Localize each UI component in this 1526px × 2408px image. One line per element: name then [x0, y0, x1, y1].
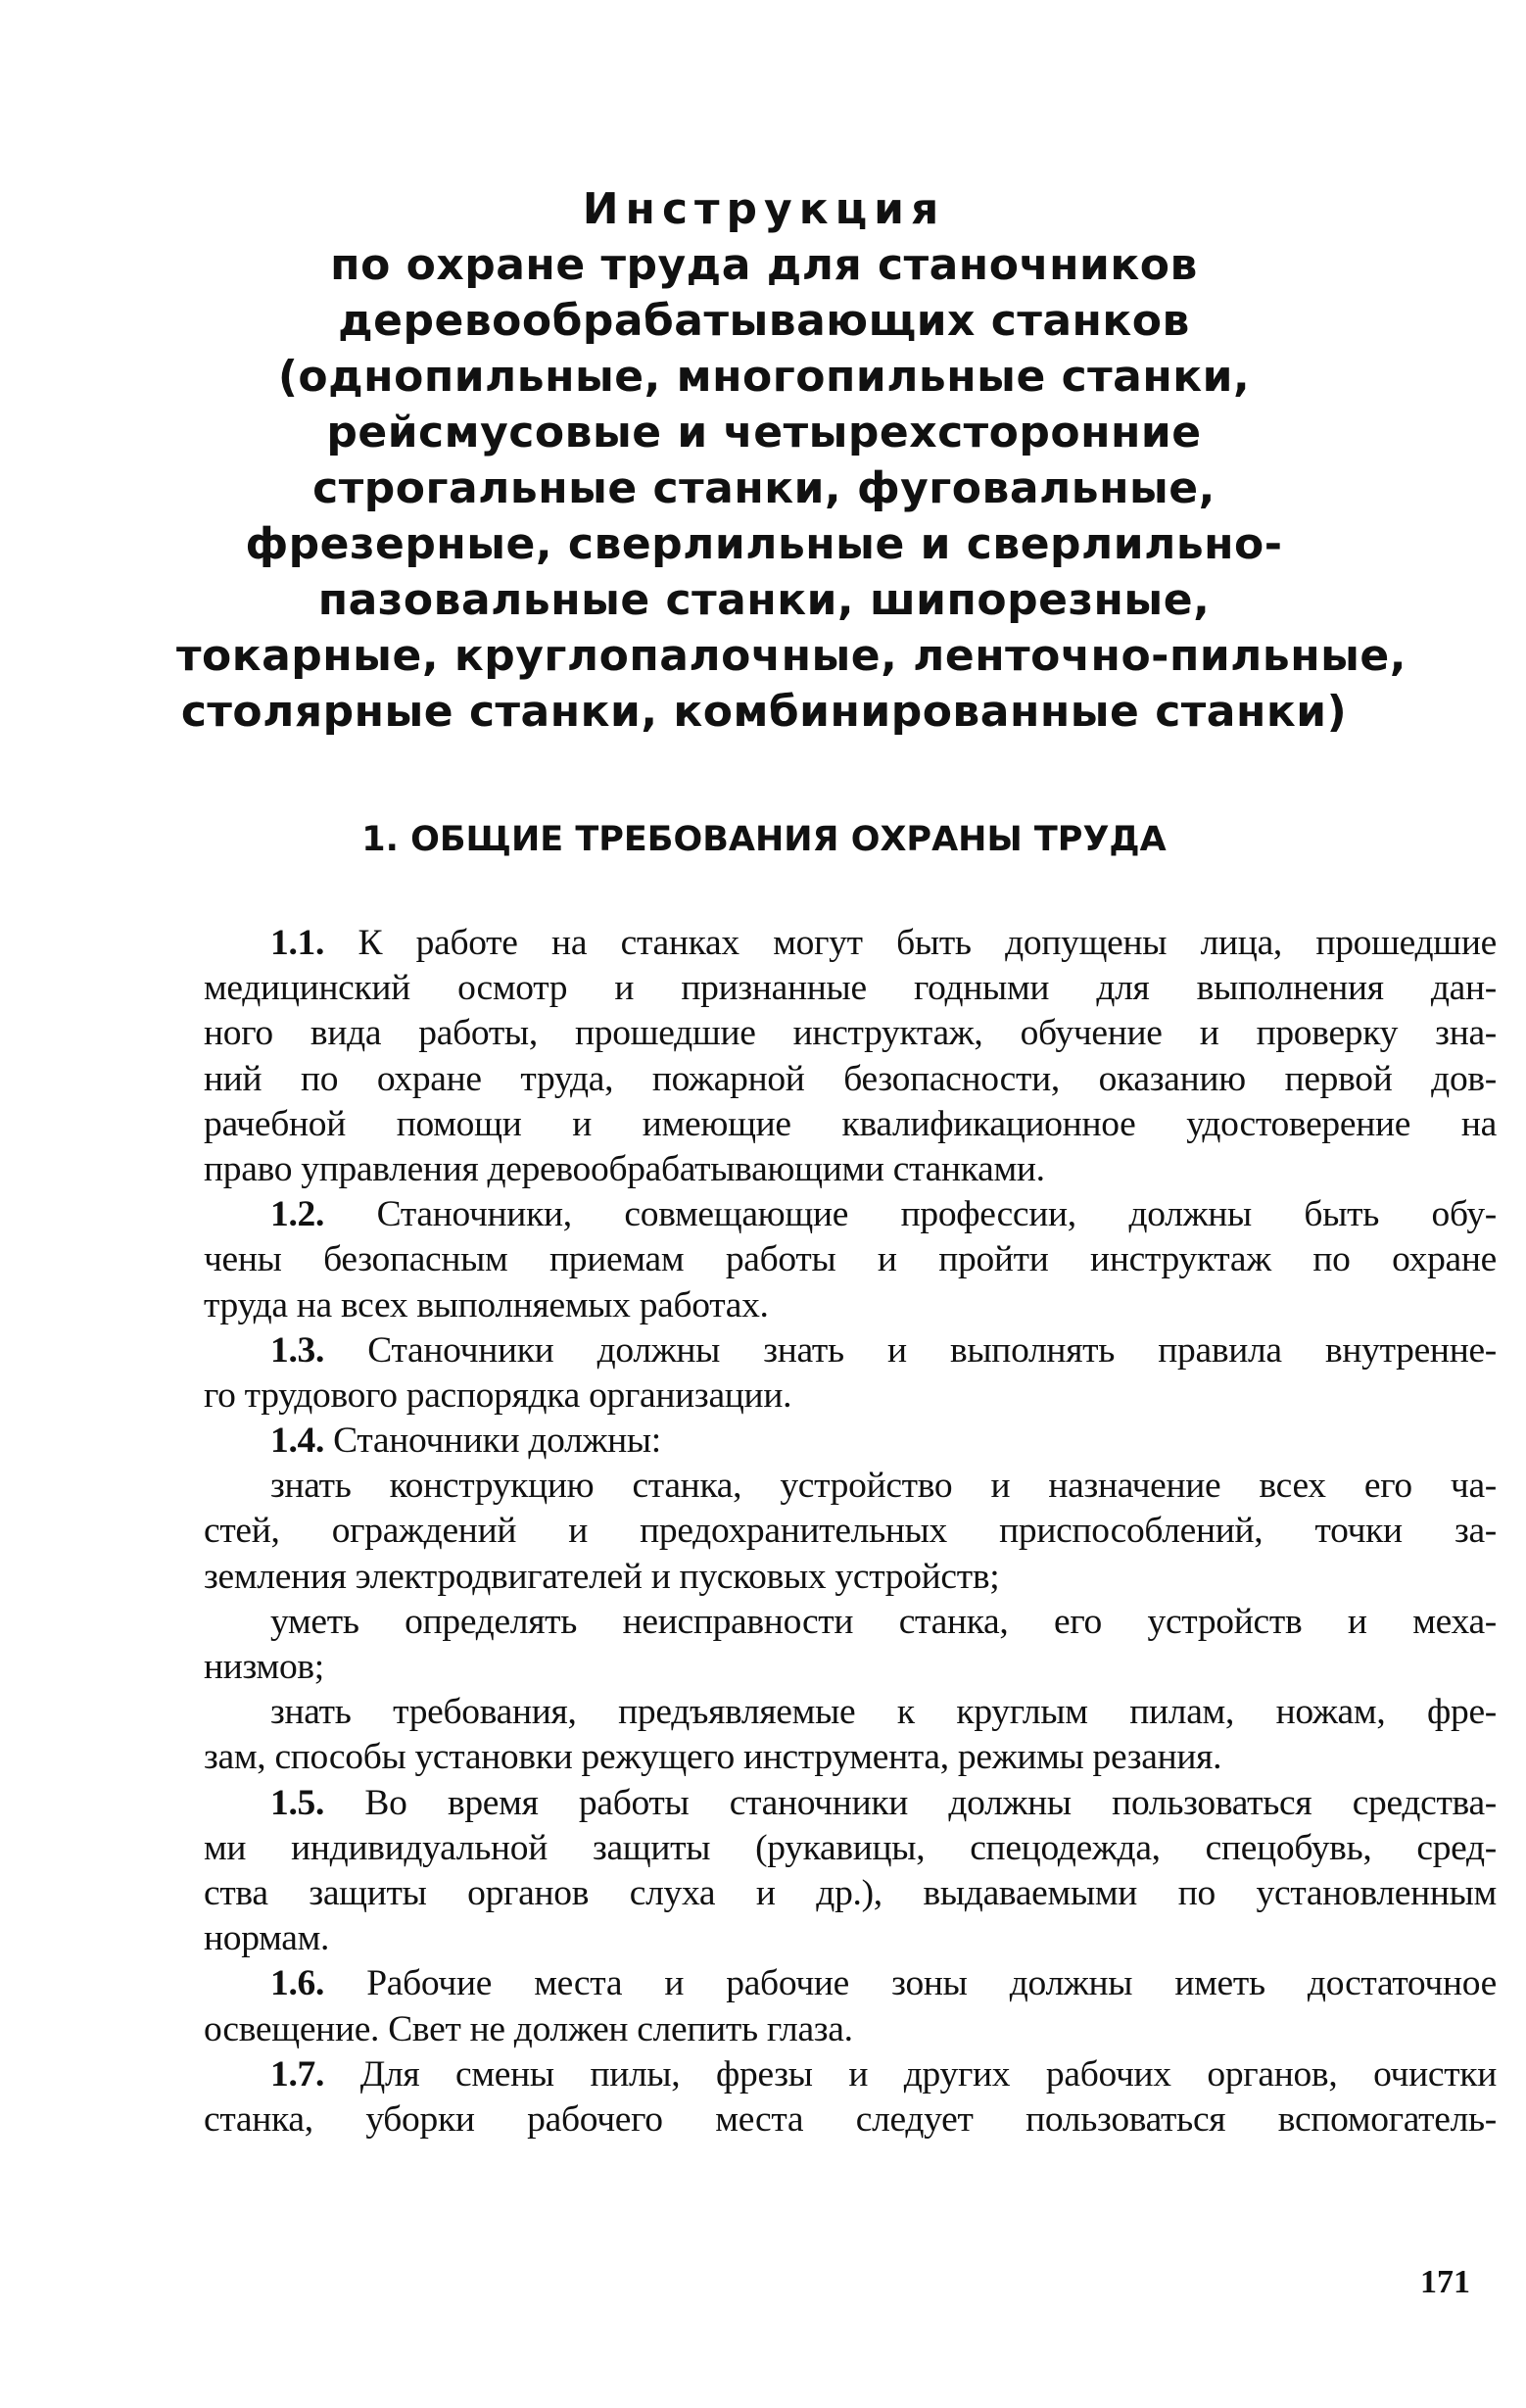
- text-line: [204, 1057, 1497, 1102]
- line-text: чены безопасным приемам работы и пройти инструктаж по охране: [204, 1239, 1497, 1280]
- text-line: [204, 1373, 1497, 1419]
- text-line: [204, 1645, 1497, 1690]
- text-line: [204, 1328, 1497, 1373]
- line-text: ми индивидуальной защиты (рукавицы, спецодежда, спецобувь, сред-: [204, 1827, 1497, 1868]
- line-text: знать конструкцию станка, устройство и назначение всех его ча-: [270, 1466, 1497, 1507]
- text-line: [204, 1147, 1497, 1192]
- text-line: [204, 1781, 1497, 1826]
- text-line: [204, 1237, 1497, 1282]
- title-word: Инструкция: [582, 184, 946, 234]
- text-line: [204, 1464, 1497, 1509]
- section-heading: 1. ОБЩИЕ ТРЕБОВАНИЯ ОХРАНЫ ТРУДА: [361, 820, 1167, 859]
- title-line: по охране труда для станочников: [330, 240, 1198, 290]
- title-line: рейсмусовые и четырехсторонние: [326, 408, 1202, 458]
- text-line: [204, 2097, 1497, 2143]
- text-line: [204, 921, 1497, 966]
- line-text: низмов;: [204, 1647, 324, 1687]
- line-text: го трудового распорядка организации.: [204, 1374, 792, 1416]
- text-line: [204, 1961, 1497, 2006]
- title-line: токарные, круглопалочные, ленточно-пильные,: [176, 631, 1407, 681]
- paragraph-number: 1.4.: [270, 1421, 325, 1462]
- text-line: [204, 2052, 1497, 2097]
- line-text: медицинский осмотр и признанные годными для выполнения дан-: [204, 968, 1497, 1009]
- line-text: знать требования, предъявляемые к круглым пилам, ножам, фре-: [270, 1692, 1497, 1733]
- line-text: нормам.: [204, 1918, 330, 1959]
- document-title: [176, 181, 1407, 740]
- text-line: [204, 1102, 1497, 1147]
- line-text: ний по охране труда, пожарной безопасности, оказанию первой дов-: [204, 1058, 1497, 1099]
- line-text: Станочники должны:: [324, 1421, 661, 1462]
- text-line: [204, 2007, 1497, 2052]
- paragraph-number: 1.3.: [270, 1329, 325, 1371]
- line-text: Во время работы станочники должны пользоваться средства-: [324, 1782, 1497, 1823]
- line-text: стей, ограждений и предохранительных приспособлений, точки за-: [204, 1511, 1497, 1552]
- text-line: [204, 1419, 1497, 1464]
- line-text: Станочники должны знать и выполнять правила внутренне-: [324, 1329, 1497, 1371]
- line-text: уметь определять неисправности станка, его устройств и меха-: [270, 1601, 1497, 1642]
- text-line: [204, 1283, 1497, 1328]
- text-line: [204, 1690, 1497, 1735]
- line-text: Рабочие места и рабочие зоны должны иметь достаточное: [324, 1963, 1497, 2004]
- title-line: деревообрабатывающих станков: [338, 296, 1190, 346]
- line-text: К работе на станках могут быть допущены лица, прошедшие: [324, 923, 1497, 963]
- paragraph-number: 1.6.: [270, 1963, 325, 2004]
- title-line: пазовальные станки, шипорезные,: [317, 575, 1211, 625]
- line-text: труда на всех выполняемых работах.: [204, 1284, 769, 1325]
- title-line: строгальные станки, фуговальные,: [312, 463, 1216, 513]
- line-text: земления электродвигателей и пусковых устройств;: [204, 1556, 1000, 1597]
- line-text: освещение. Свет не должен слепить глаза.: [204, 2008, 853, 2049]
- text-line: [204, 1509, 1497, 1554]
- text-line: [204, 1916, 1497, 1961]
- line-text: ного вида работы, прошедшие инструктаж, обучение и проверку зна-: [204, 1013, 1497, 1054]
- line-text: станка, уборки рабочего места следует пользоваться вспомогатель-: [204, 2098, 1497, 2140]
- line-text: Станочники, совмещающие профессии, должны быть обу-: [324, 1194, 1497, 1235]
- title-line: фрезерные, сверлильные и сверлильно-: [245, 519, 1283, 569]
- body-text: [204, 921, 1497, 2143]
- line-text: право управления деревообрабатывающими станками.: [204, 1148, 1045, 1189]
- text-line: [204, 1826, 1497, 1871]
- line-text: ства защиты органов слуха и др.), выдаваемыми по установленным: [204, 1872, 1497, 1913]
- paragraph-number: 1.2.: [270, 1194, 325, 1235]
- text-line: [204, 1555, 1497, 1600]
- title-line: столярные станки, комбинированные станки): [180, 687, 1348, 737]
- text-line: [204, 1600, 1497, 1645]
- paragraph-number: 1.5.: [270, 1782, 325, 1823]
- text-line: [204, 1871, 1497, 1916]
- text-line: [204, 1735, 1497, 1780]
- text-line: [204, 1011, 1497, 1056]
- text-line: [204, 1192, 1497, 1237]
- line-text: рачебной помощи и имеющие квалификационное удостоверение на: [204, 1103, 1497, 1144]
- text-line: [204, 966, 1497, 1011]
- paragraph-number: 1.1.: [270, 923, 325, 963]
- title-lines: [176, 237, 1407, 740]
- paragraph-number: 1.7.: [270, 2053, 325, 2095]
- line-text: зам, способы установки режущего инструмента, режимы резания.: [204, 1737, 1222, 1778]
- line-text: Для смены пилы, фрезы и других рабочих органов, очистки: [324, 2053, 1497, 2095]
- page-number: 171: [1420, 2264, 1470, 2300]
- title-line: (однопильные, многопильные станки,: [277, 352, 1251, 402]
